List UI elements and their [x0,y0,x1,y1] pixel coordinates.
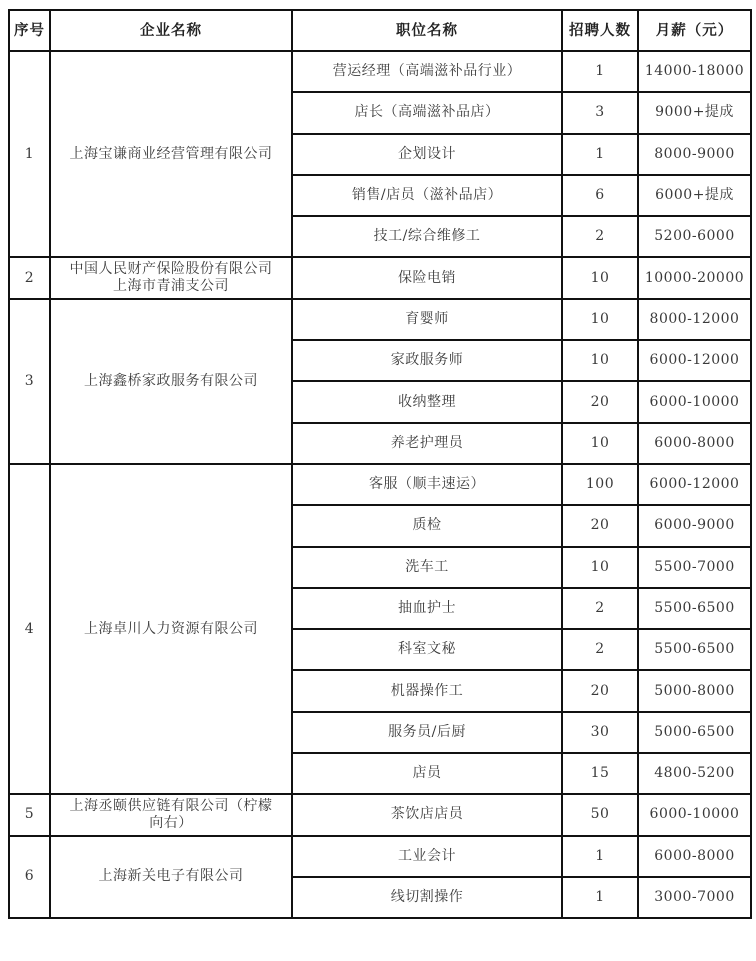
position-name: 客服（顺丰速运） [292,464,562,505]
hiring-count: 20 [562,505,638,546]
row-number: 5 [9,794,50,835]
monthly-salary: 5500-6500 [638,588,751,629]
position-name: 技工/综合维修工 [292,216,562,257]
table-row [9,464,751,505]
position-name: 抽血护士 [292,588,562,629]
monthly-salary: 6000-12000 [638,340,751,381]
row-number: 4 [9,464,50,794]
hiring-count: 2 [562,588,638,629]
table-header-row [9,10,751,51]
position-name: 科室文秘 [292,629,562,670]
position-name: 销售/店员（滋补品店） [292,175,562,216]
monthly-salary: 6000-8000 [638,836,751,877]
position-name: 店员 [292,753,562,794]
hiring-count: 20 [562,670,638,711]
company-name: 上海新关电子有限公司 [50,836,292,919]
hiring-count: 1 [562,836,638,877]
company-name: 上海鑫桥家政服务有限公司 [50,299,292,464]
row-number: 2 [9,257,50,298]
monthly-salary: 3000-7000 [638,877,751,918]
position-name: 企划设计 [292,134,562,175]
monthly-salary: 5200-6000 [638,216,751,257]
hiring-count: 10 [562,547,638,588]
table-row [9,836,751,877]
position-name: 育婴师 [292,299,562,340]
hiring-count: 1 [562,877,638,918]
hiring-count: 6 [562,175,638,216]
position-name: 店长（高端滋补品店） [292,92,562,133]
company-name-line2: 上海市青浦支公司 [113,278,229,295]
monthly-salary: 5500-6500 [638,629,751,670]
header-no: 序号 [9,10,50,51]
hiring-count: 10 [562,423,638,464]
position-name: 工业会计 [292,836,562,877]
position-name: 营运经理（高端滋补品行业） [292,51,562,92]
row-number: 3 [9,299,50,464]
table-row [9,51,751,92]
monthly-salary: 5000-8000 [638,670,751,711]
company-name: 上海宝谦商业经营管理有限公司 [50,51,292,257]
header-position: 职位名称 [292,10,562,51]
hiring-count: 2 [562,216,638,257]
position-name: 洗车工 [292,547,562,588]
hiring-count: 10 [562,299,638,340]
position-name: 保险电销 [292,257,562,298]
monthly-salary: 10000-20000 [638,257,751,298]
monthly-salary: 6000-9000 [638,505,751,546]
company-name: 上海卓川人力资源有限公司 [50,464,292,794]
job-listing-table-container [8,9,750,919]
hiring-count: 1 [562,51,638,92]
position-name: 家政服务师 [292,340,562,381]
monthly-salary: 8000-12000 [638,299,751,340]
position-name: 养老护理员 [292,423,562,464]
hiring-count: 2 [562,629,638,670]
company-name [50,257,292,298]
position-name: 收纳整理 [292,381,562,422]
header-salary: 月薪（元） [638,10,751,51]
table-row [9,794,751,835]
position-name: 茶饮店店员 [292,794,562,835]
job-listing-table [8,9,752,919]
company-name-line1: 中国人民财产保险股份有限公司 [69,261,273,278]
hiring-count: 3 [562,92,638,133]
hiring-count: 100 [562,464,638,505]
monthly-salary: 6000-10000 [638,381,751,422]
monthly-salary: 9000+提成 [638,92,751,133]
header-count: 招聘人数 [562,10,638,51]
monthly-salary: 6000-12000 [638,464,751,505]
hiring-count: 1 [562,134,638,175]
header-company: 企业名称 [50,10,292,51]
position-name: 服务员/后厨 [292,712,562,753]
monthly-salary: 4800-5200 [638,753,751,794]
hiring-count: 30 [562,712,638,753]
company-name-line2: 向右） [149,814,193,831]
monthly-salary: 6000+提成 [638,175,751,216]
company-name [50,794,292,835]
position-name: 机器操作工 [292,670,562,711]
position-name: 质检 [292,505,562,546]
company-name-line1: 上海丞颐供应链有限公司（柠檬 [69,797,273,814]
hiring-count: 20 [562,381,638,422]
hiring-count: 10 [562,340,638,381]
monthly-salary: 14000-18000 [638,51,751,92]
row-number: 6 [9,836,50,919]
hiring-count: 15 [562,753,638,794]
monthly-salary: 6000-10000 [638,794,751,835]
row-number: 1 [9,51,50,257]
monthly-salary: 5500-7000 [638,547,751,588]
monthly-salary: 5000-6500 [638,712,751,753]
monthly-salary: 6000-8000 [638,423,751,464]
monthly-salary: 8000-9000 [638,134,751,175]
hiring-count: 50 [562,794,638,835]
table-row [9,257,751,298]
table-row [9,299,751,340]
position-name: 线切割操作 [292,877,562,918]
hiring-count: 10 [562,257,638,298]
